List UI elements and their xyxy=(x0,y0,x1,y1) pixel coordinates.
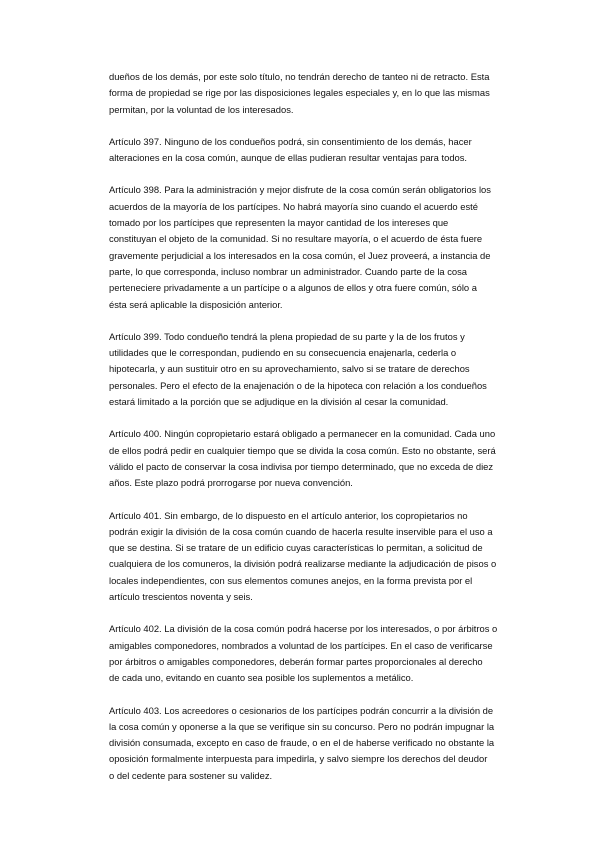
text-line: Artículo 403. Los acreedores o cesionarios de los partícipes podrán concurrir a la división de xyxy=(109,704,494,716)
text-line: dueños de los demás, por este solo título, no tendrán derecho de tanteo ni de retracto. Esta xyxy=(109,71,490,82)
text-line: de ellos podrá pedir en cualquier tiempo que se divida la cosa común. Esto no obstante, será xyxy=(109,444,496,456)
text-line: cualquiera de los comuneros, la división podrá realizarse mediante la adjudicación de pisos o xyxy=(109,558,497,570)
text-line: Artículo 401. Sin embargo, de lo dispuesto en el artículo anterior, los copropietarios no xyxy=(109,509,468,521)
text-line: Artículo 399. Todo condueño tendrá la plena propiedad de su parte y la de los frutos y xyxy=(109,330,465,342)
text-line: estará limitado a la porción que se adjudique en la división al cesar la comunidad. xyxy=(109,396,449,408)
text-line: la cosa común y oponerse a la que se verifique sin su concurso. Pero no podrán impugnar la xyxy=(109,720,495,732)
text-line: amigables componedores, nombrados a voluntad de los partícipes. En el caso de verificarse xyxy=(109,639,493,651)
text-line: parte, lo que corresponda, incluso nombrar un administrador. Cuando parte de la cosa xyxy=(109,265,468,277)
text-line: gravemente perjudicial a los interesados en la cosa común, el Juez proveerá, a instancia de xyxy=(109,249,491,261)
text-line: hipotecarla, y aun sustituir otro en su aprovechamiento, salvo si se tratare de derechos xyxy=(109,363,470,375)
text-line: permitan, por la voluntad de los interesados. xyxy=(109,103,294,115)
article-397 xyxy=(109,134,500,167)
text-line: división consumada, excepto en caso de fraude, o en el de haberse verificado no obstante la xyxy=(109,737,495,749)
text-line: alteraciones en la cosa común, aunque de ellas pudieran resultar ventajas para todos. xyxy=(109,152,468,164)
text-line: tomado por los partícipes que representen la mayor cantidad de los intereses que xyxy=(109,217,449,229)
text-line: o del cedente para sostener su validez. xyxy=(109,769,273,781)
text-line: locales independientes, con sus elementos comunes anejos, en la forma prevista por el xyxy=(109,574,473,586)
text-line: de cada uno, evitando en cuanto sea posible los suplementos a metálico. xyxy=(109,672,414,684)
text-line: artículo trescientos noventa y seis. xyxy=(109,591,253,603)
text-line: utilidades que le correspondan, pudiendo en su consecuencia enajenarla, cederla o xyxy=(109,347,457,359)
text-line: Artículo 400. Ningún copropietario estará obligado a permanecer en la comunidad. Cada uno xyxy=(109,428,496,440)
article-398 xyxy=(109,182,500,312)
text-line: perteneciere privadamente a un partícipe o a algunos de ellos y otra fuere común, sólo a xyxy=(109,282,477,294)
article-403 xyxy=(109,703,500,784)
text-line: constituyan el objeto de la comunidad. Si no resultare mayoría, o el acuerdo de ésta fuere xyxy=(109,233,483,245)
text-line: podrán exigir la división de la cosa común cuando de hacerla resulte inservible para el uso a xyxy=(109,525,493,537)
article-399 xyxy=(109,329,500,410)
text-line: Artículo 402. La división de la cosa común podrá hacerse por los interesados, o por árbitros o xyxy=(109,623,498,635)
text-line: válido el pacto de conservar la cosa indivisa por tiempo determinado, que no exceda de diez xyxy=(109,460,494,472)
text-line: ésta será aplicable la disposición anterior. xyxy=(109,298,283,310)
article-401 xyxy=(109,508,500,606)
paragraph-continuation xyxy=(109,69,500,118)
text-line: Artículo 398. Para la administración y mejor disfrute de la cosa común serán obligatorios los xyxy=(109,184,491,196)
text-line: que se destina. Si se tratare de un edificio cuyas características lo permitan, a solicitud de xyxy=(109,542,483,554)
text-line: oposición formalmente interpuesta para impedirla, y salvo siempre los derechos del deudor xyxy=(109,753,488,765)
text-line: años. Este plazo podrá prorrogarse por nueva convención. xyxy=(109,477,353,489)
text-line: acuerdos de la mayoría de los partícipes. No habrá mayoría sino cuando el acuerdo esté xyxy=(109,200,478,212)
text-line: personales. Pero el efecto de la enajenación o de la hipoteca con relación a los condueños xyxy=(109,379,487,391)
article-402 xyxy=(109,621,500,686)
text-line: por árbitros o amigables componedores, deberán formar partes proporcionales al derecho xyxy=(109,655,483,667)
article-400 xyxy=(109,426,500,491)
text-line: forma de propiedad se rige por las disposiciones legales especiales y, en lo que las mismas xyxy=(109,87,490,99)
text-line: Artículo 397. Ninguno de los condueños podrá, sin consentimiento de los demás, hacer xyxy=(109,135,472,147)
